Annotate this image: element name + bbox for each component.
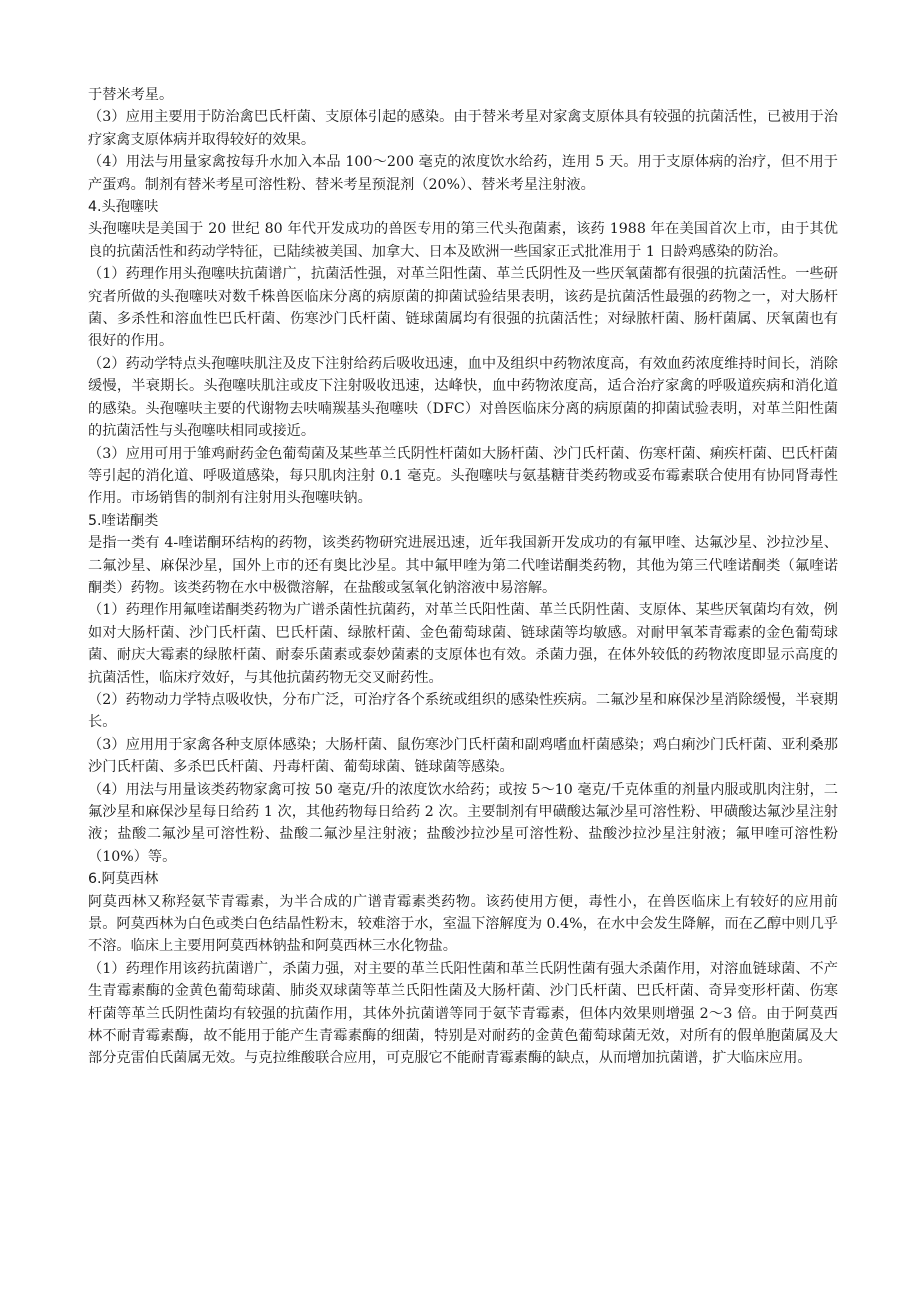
document-body bbox=[88, 84, 838, 1070]
paragraph: （1）药理作用氟喹诺酮类药物为广谱杀菌性抗菌药，对革兰氏阳性菌、革兰氏阴性菌、支原体、某些厌氧菌均有效，例如对大肠杆菌、沙门氏杆菌、巴氏杆菌、绿脓杆菌、金色葡萄球菌、链球菌等均敏感。对耐甲氧苯青霉素的金色葡萄球菌、耐庆大霉素的绿脓杆菌、耐泰乐菌素或泰妙菌素的支原体也有效。杀菌力强，在体外较低的药物浓度即显示高度的抗菌活性，临床疗效好，与其他抗菌药物无交叉耐药性。 bbox=[88, 602, 838, 686]
paragraph: 是指一类有 4-喹诺酮环结构的药物，该类药物研究进展迅速，近年我国新开发成功的有氟甲喹、达氟沙星、沙拉沙星、二氟沙星、麻保沙星，国外上市的还有奥比沙星。其中氟甲喹为第二代喹诺酮类药物，其他为第三代喹诺酮类（氟喹诺酮类）药物。该类药物在水中极微溶解，在盐酸或氢氧化钠溶液中易溶解。 bbox=[88, 535, 838, 596]
paragraph: （1）药理作用头孢噻呋抗菌谱广，抗菌活性强，对革兰阳性菌、革兰氏阴性及一些厌氧菌都有很强的抗菌活性。一些研究者所做的头孢噻呋对数千株兽医临床分离的病原菌的抑菌试验结果表明，该药是抗菌活性最强的药物之一，对大肠杆菌、多杀性和溶血性巴氏杆菌、伤寒沙门氏杆菌、链球菌属均有很强的抗菌活性；对绿脓杆菌、肠杆菌属、厌氧菌也有很好的作用。 bbox=[88, 266, 838, 350]
paragraph: （2）药动学特点头孢噻呋肌注及皮下注射给药后吸收迅速，血中及组织中药物浓度高，有效血药浓度维持时间长，消除缓慢，半衰期长。头孢噻呋肌注或皮下注射吸收迅速，达峰快，血中药物浓度高，适合治疗家禽的呼吸道疾病和消化道的感染。头孢噻呋主要的代谢物去呋喃羰基头孢噻呋（DFC）对兽医临床分离的病原菌的抑菌试验表明，对革兰阳性菌的抗菌活性与头孢噻呋相同或接近。 bbox=[88, 355, 838, 440]
paragraph: （4）用法与用量该类药物家禽可按 50 毫克/升的浓度饮水给药；或按 5～10 毫克/千克体重的剂量内服或肌肉注射，二氟沙星和麻保沙星每日给药 1 次，其他药物每日给药 2 次。主要制剂有甲磺酸达氟沙星可溶性粉、甲磺酸达氟沙星注射液；盐酸二氟沙星可溶性粉、盐酸二氟沙星注射液；盐酸沙拉沙星可溶性粉、盐酸沙拉沙星注射液；氟甲喹可溶性粉（10%）等。 bbox=[88, 781, 838, 865]
section-heading: 5.喹诺酮类 bbox=[88, 512, 159, 529]
paragraph: 阿莫西林又称羟氨苄青霉素，为半合成的广谱青霉素类药物。该药使用方便，毒性小，在兽医临床上有较好的应用前景。阿莫西林为白色或类白色结晶性粉末，较难溶于水，室温下溶解度为 0.4%，在水中会发生降解，而在乙醇中则几乎不溶。临床上主要用阿莫西林钠盐和阿莫西林三水化物盐。 bbox=[88, 893, 838, 955]
paragraph: （3）应用用于家禽各种支原体感染；大肠杆菌、鼠伤寒沙门氏杆菌和副鸡嗜血杆菌感染；鸡白痢沙门氏杆菌、亚利桑那沙门氏杆菌、多杀巴氏杆菌、丹毒杆菌、葡萄球菌、链球菌等感染。 bbox=[88, 736, 838, 776]
section-heading: 6.阿莫西林 bbox=[88, 871, 159, 888]
paragraph: 于替米考星。 bbox=[88, 87, 174, 103]
paragraph: （4）用法与用量家禽按每升水加入本品 100～200 毫克的浓度饮水给药，连用 5 天。用于支原体病的治疗，但不用于产蛋鸡。制剂有替米考星可溶性粉、替米考星预混剂（20%）、替米考星注射液。 bbox=[88, 154, 838, 193]
paragraph: （2）药物动力学特点吸收快，分布广泛，可治疗各个系统或组织的感染性疾病。二氟沙星和麻保沙星消除缓慢，半衰期长。 bbox=[88, 691, 838, 731]
paragraph: （3）应用可用于雏鸡耐药金色葡萄菌及某些革兰氏阴性杆菌如大肠杆菌、沙门氏杆菌、伤寒杆菌、痢疾杆菌、巴氏杆菌等引起的消化道、呼吸道感染，每只肌肉注射 0.1 毫克。头孢噻呋与氨基糖苷类药物或妥布霉素联合使用有协同肾毒性作用。市场销售的制剂有注射用头孢噻呋钠。 bbox=[88, 445, 838, 507]
paragraph: （3）应用主要用于防治禽巴氏杆菌、支原体引起的感染。由于替米考星对家禽支原体具有较强的抗菌活性，已被用于治疗家禽支原体病并取得较好的效果。 bbox=[88, 109, 838, 148]
section-heading: 4.头孢噻呋 bbox=[88, 199, 159, 216]
paragraph: 头孢噻呋是美国于 20 世纪 80 年代开发成功的兽医专用的第三代头孢菌素，该药 1988 年在美国首次上市，由于其优良的抗菌活性和药动学特征，已陆续被美国、加拿大、日本及欧洲一些国家正式批准用于 1 日龄鸡感染的防治。 bbox=[88, 221, 838, 260]
paragraph: （1）药理作用该药抗菌谱广，杀菌力强，对主要的革兰氏阳性菌和革兰氏阴性菌有强大杀菌作用，对溶血链球菌、不产生青霉素酶的金黄色葡萄球菌、肺炎双球菌等革兰氏阳性菌及大肠杆菌、沙门氏杆菌、巴氏杆菌、奇异变形杆菌、伤寒杆菌等革兰氏阴性菌均有较强的抗菌作用，其体外抗菌谱等同于氨苄青霉素，但体内效果则增强 2～3 倍。由于阿莫西林不耐青霉素酶，故不能用于能产生青霉素酶的细菌，特别是对耐药的金黄色葡萄球菌无效，对所有的假单胞菌属及大部分克雷伯氏菌属无效。与克拉维酸联合应用，可克服它不能耐青霉素酶的缺点，从而增加抗菌谱，扩大临床应用。 bbox=[88, 960, 838, 1067]
